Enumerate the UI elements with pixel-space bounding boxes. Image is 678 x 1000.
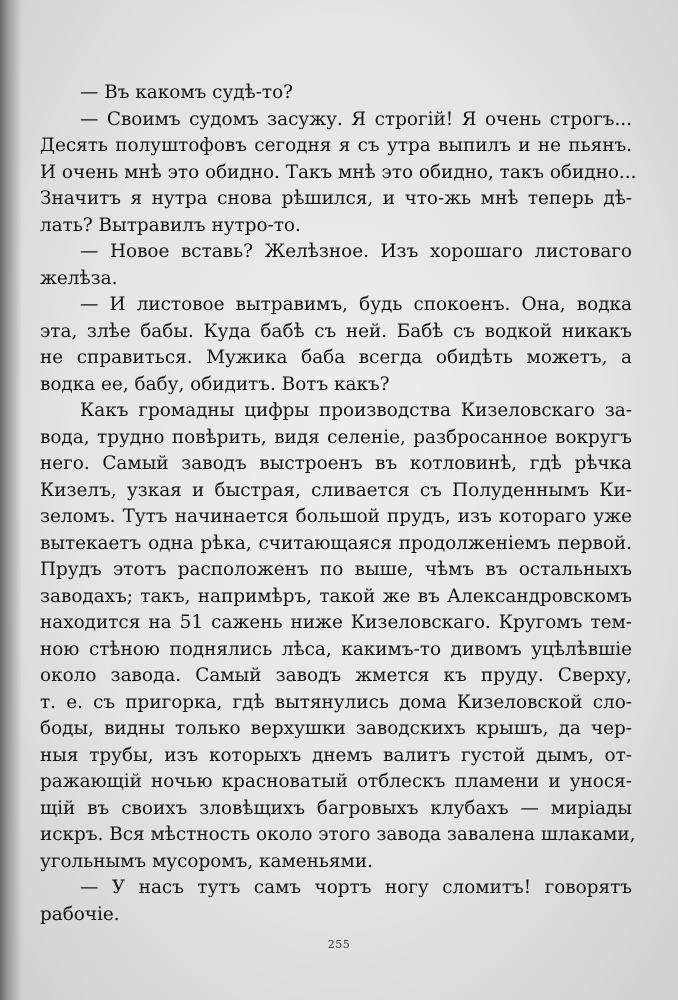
text-line: вода, трудно повѣрить, видя селеніе, разбросанное вокругъ bbox=[40, 426, 632, 448]
text-line: заводахъ; такъ, напримѣръ, такой же въ Александровскомъ bbox=[40, 585, 632, 607]
text-line: лать? Вытравилъ нутро-то. bbox=[40, 214, 301, 236]
body-text bbox=[40, 80, 637, 928]
page-number: 255 bbox=[327, 938, 351, 951]
text-line: около завода. Самый заводъ жмется къ пруду. Сверху, bbox=[40, 665, 632, 686]
text-line: Кизелъ, узкая и быстрая, сливается съ Полуденнымъ Ки- bbox=[40, 479, 632, 501]
text-line: него. Самый заводъ выстроенъ въ котловинѣ, гдѣ рѣчка bbox=[40, 453, 632, 474]
text-line: рабочіе. bbox=[40, 903, 120, 925]
text-line: И очень мнѣ это обидно. Такъ мнѣ это обидно, такъ обидно... bbox=[40, 161, 637, 183]
text-line: боды, видны только верхушки заводскихъ крышъ, да чер- bbox=[40, 718, 632, 739]
text-line: Значитъ я нутра снова рѣшился, и что-жь мнѣ теперь дѣ- bbox=[40, 188, 632, 209]
text-line: вытекаетъ одна рѣка, считающаяся продолженіемъ первой. bbox=[40, 532, 632, 554]
text-line: находится на 51 сажень ниже Кизеловскаго. Кругомъ тем- bbox=[40, 612, 632, 633]
text-line: эта, злѣе бабы. Куда бабѣ съ ней. Бабѣ съ водкой никакъ bbox=[40, 320, 632, 342]
text-line: Прудъ этотъ расположенъ по выше, чѣмъ въ остальныхъ bbox=[40, 559, 632, 580]
text-line: — Своимъ судомъ засужу. Я строгій! Я очень строгъ... bbox=[80, 108, 632, 130]
text-line: Десять полуштофовъ сегодня я съ утра выпилъ и не пьянъ. bbox=[40, 135, 632, 156]
text-line: — Новое вставь? Желѣзное. Изъ хорошаго листоваго bbox=[80, 241, 632, 262]
text-line: т. е. съ пригорка, гдѣ вытянулись дома Кизеловской сло- bbox=[40, 691, 632, 713]
text-line: Какъ громадны цифры производства Кизеловскаго за- bbox=[80, 400, 632, 421]
text-line: — Въ какомъ судѣ-то? bbox=[80, 82, 294, 103]
text-line: зеломъ. Тутъ начинается большой прудъ, изъ котораго уже bbox=[40, 506, 632, 527]
text-line: ныя трубы, изъ которыхъ днемъ валитъ густой дымъ, от- bbox=[40, 744, 632, 766]
text-line: — И листовое вытравимъ, будь спокоенъ. Она, водка bbox=[80, 294, 632, 315]
text-line: желѣза. bbox=[40, 267, 118, 289]
text-line: угольнымъ мусоромъ, каменьями. bbox=[40, 850, 373, 872]
text-line: не справиться. Мужика баба всегда обидѣть можетъ, а bbox=[40, 347, 632, 368]
text-line: — У насъ тутъ самъ чортъ ногу сломитъ! говорятъ bbox=[80, 877, 632, 898]
text-line: искръ. Вся мѣстность около этого завода завалена шлаками, bbox=[40, 824, 636, 845]
text-line: ражающій ночью красноватый отблескъ пламени и унося- bbox=[40, 771, 632, 792]
text-line: ною стѣною поднялись лѣса, какимъ-то дивомъ уцѣлѣвшіе bbox=[40, 638, 632, 660]
text-line: щій въ своихъ зловѣщихъ багровыхъ клубахъ — миріады bbox=[40, 797, 632, 819]
text-line: водка ее, бабу, обидитъ. Вотъ какъ? bbox=[40, 373, 390, 395]
